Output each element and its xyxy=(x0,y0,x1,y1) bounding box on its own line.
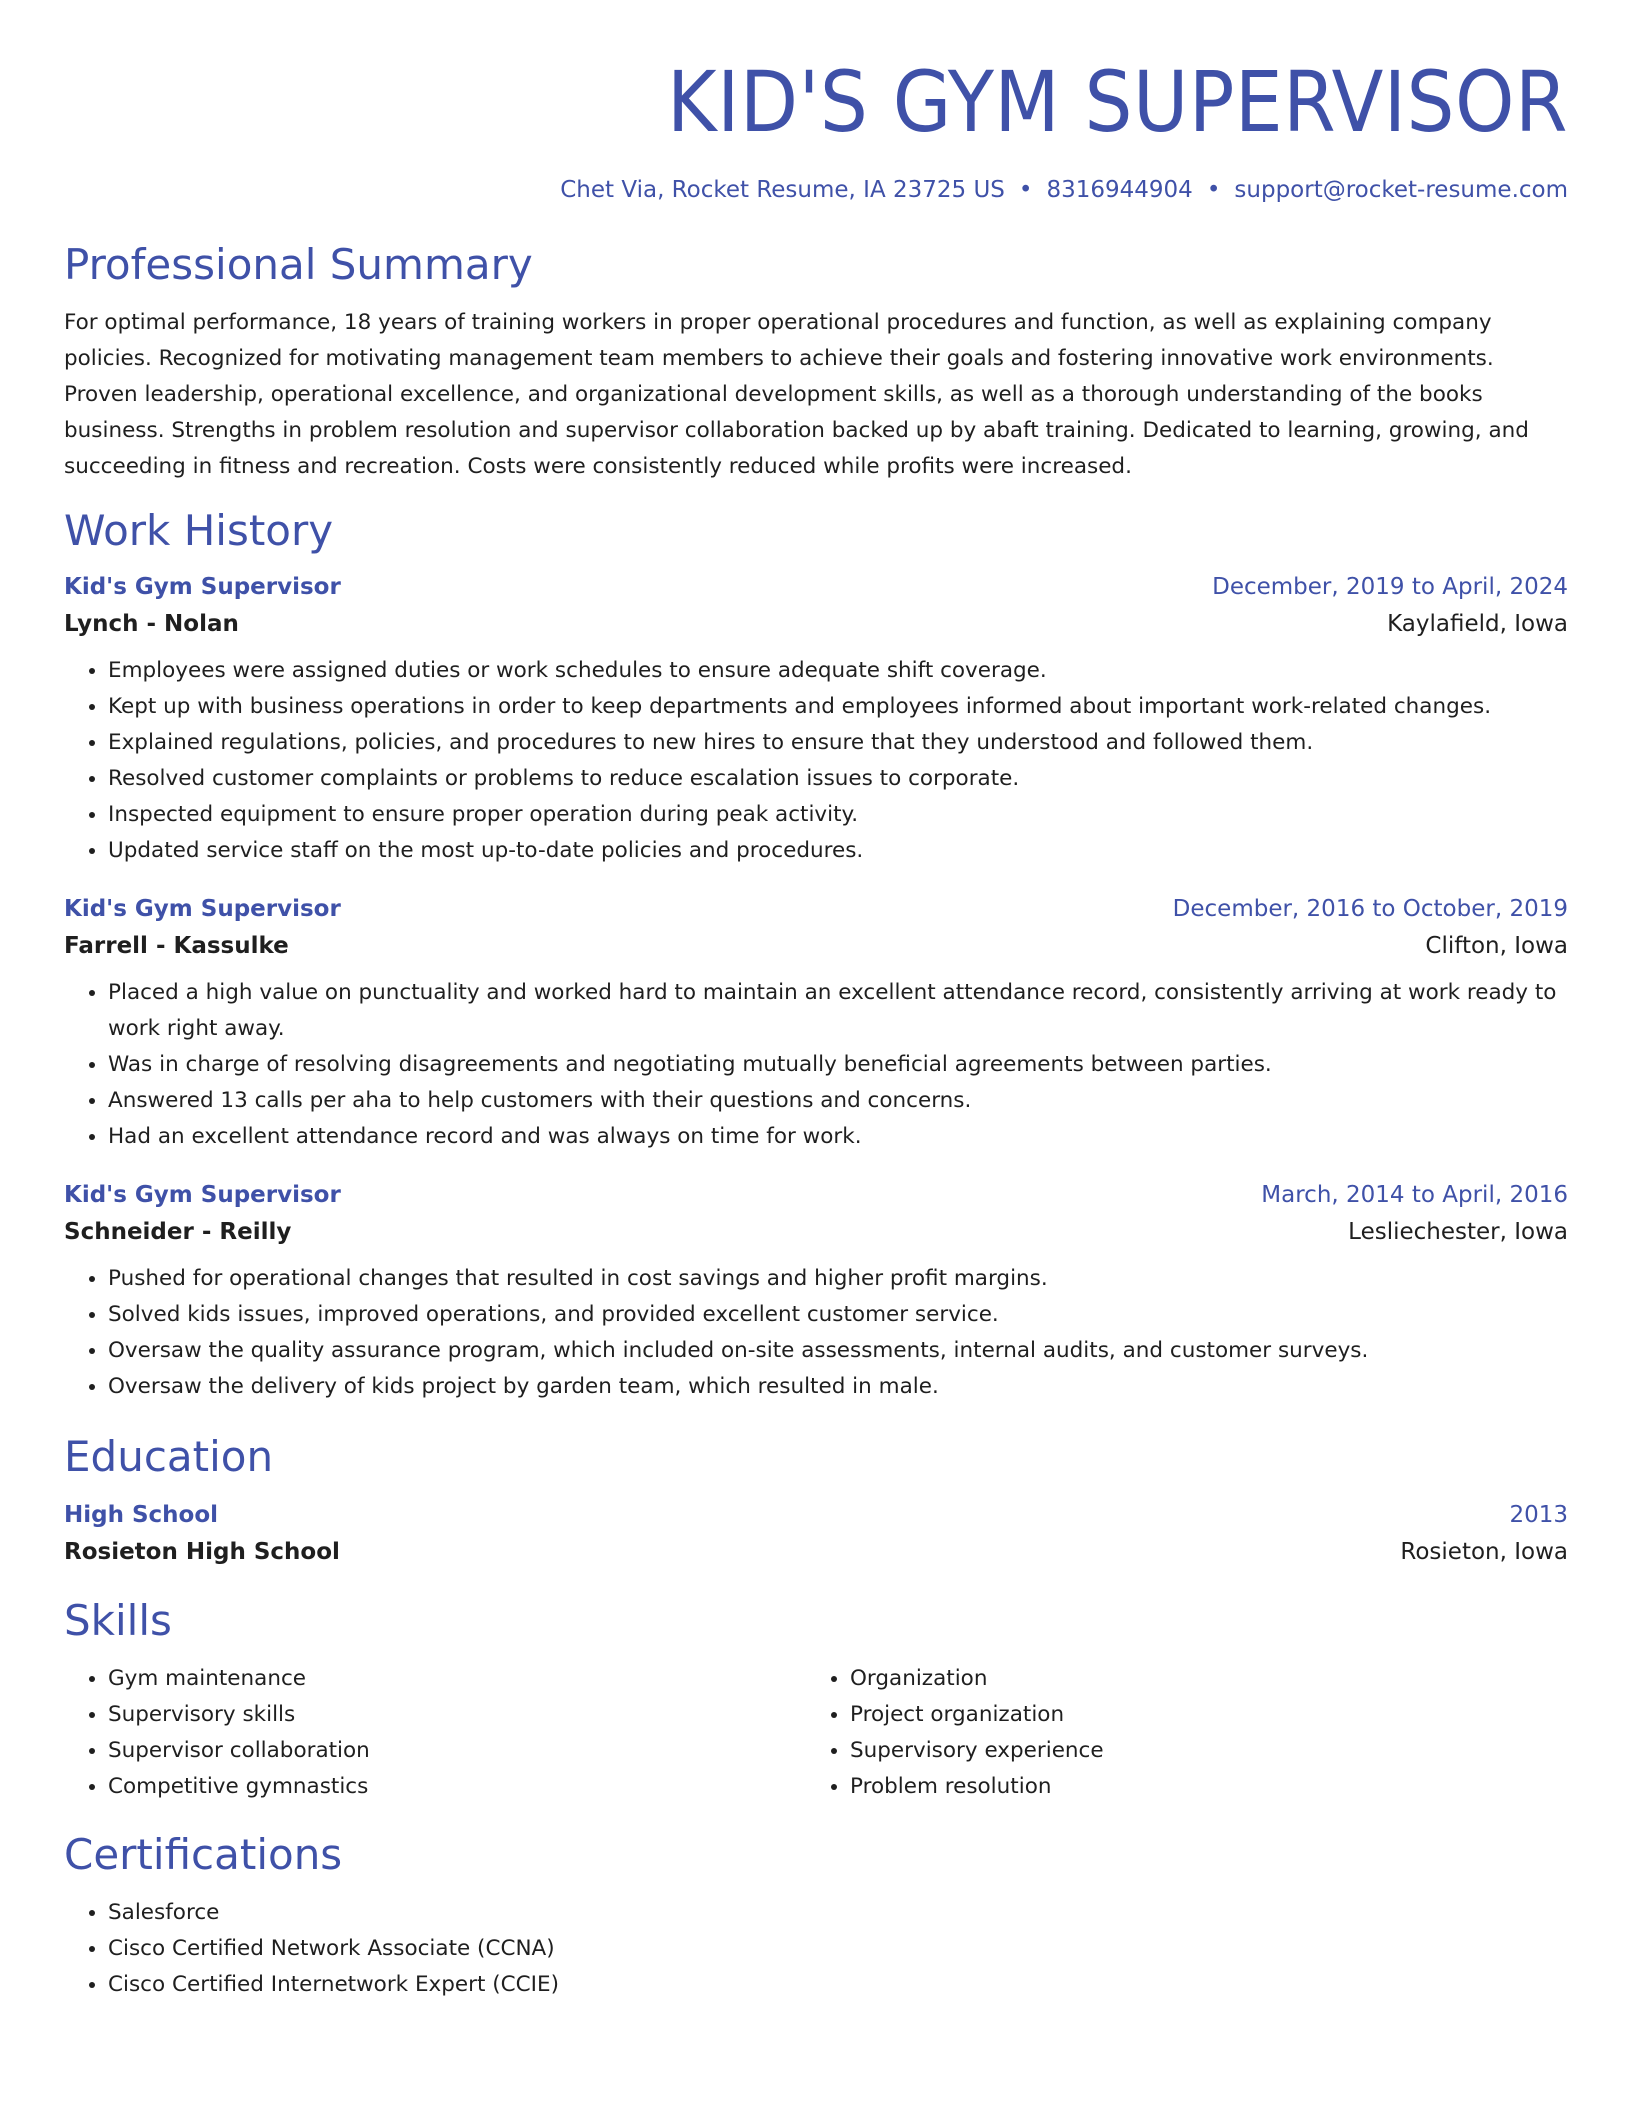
job-bullets xyxy=(64,975,1568,1155)
skills-column-right xyxy=(806,1661,1548,1805)
skill-item: • Project organization xyxy=(850,1697,1548,1733)
job-location: Clifton, Iowa xyxy=(1425,933,1568,959)
job-title: Kid's Gym Supervisor xyxy=(64,574,341,600)
job-employer-row xyxy=(64,605,1568,643)
job-location: Lesliechester, Iowa xyxy=(1348,1219,1568,1245)
skill-item: • Problem resolution xyxy=(850,1769,1548,1805)
certifications-heading: Certifications xyxy=(64,1830,343,1879)
job-employer-row xyxy=(64,1213,1568,1251)
job-bullet: • Updated service staff on the most up-to-date policies and procedures. xyxy=(108,833,1568,869)
contact-address: Chet Via, Rocket Resume, IA 23725 US xyxy=(560,177,1005,203)
job-dates: March, 2014 to April, 2016 xyxy=(1261,1182,1568,1208)
job-bullets xyxy=(64,1261,1568,1405)
job-header xyxy=(64,569,1568,605)
education-location: Rosieton, Iowa xyxy=(1400,1539,1568,1565)
certification-item: • Salesforce xyxy=(108,1895,1568,1931)
job-title: Kid's Gym Supervisor xyxy=(64,1182,341,1208)
job-bullet: • Oversaw the quality assurance program, which included on-site assessments, internal audits, and customer surveys. xyxy=(108,1333,1568,1369)
job-bullet: • Solved kids issues, improved operations, and provided excellent customer service. xyxy=(108,1297,1568,1333)
job-bullets xyxy=(64,653,1568,869)
skill-item: • Competitive gymnastics xyxy=(108,1769,806,1805)
skill-item: • Supervisory skills xyxy=(108,1697,806,1733)
education-year: 2013 xyxy=(1509,1502,1568,1528)
job-employer: Schneider - Reilly xyxy=(64,1219,292,1245)
job-dates: December, 2019 to April, 2024 xyxy=(1212,574,1568,600)
summary-heading: Professional Summary xyxy=(64,240,533,289)
job-employer-row xyxy=(64,927,1568,965)
certifications-list xyxy=(64,1895,1568,2003)
job-dates: December, 2016 to October, 2019 xyxy=(1172,896,1568,922)
skills-column-left xyxy=(64,1661,806,1805)
contact-separator: • xyxy=(1018,177,1033,203)
job-bullet: • Employees were assigned duties or work schedules to ensure adequate shift coverage. xyxy=(108,653,1568,689)
education-degree: High School xyxy=(64,1502,219,1528)
education-header xyxy=(64,1497,1568,1533)
resume-title: KID'S GYM SUPERVISOR xyxy=(667,53,1568,151)
job-bullet: • Oversaw the delivery of kids project by garden team, which resulted in male. xyxy=(108,1369,1568,1405)
skills-grid xyxy=(64,1661,1568,1805)
job-employer: Farrell - Kassulke xyxy=(64,933,289,959)
education-school: Rosieton High School xyxy=(64,1539,340,1565)
job-bullet: • Placed a high value on punctuality and worked hard to maintain an excellent attendance record, consistently arriving at work ready to work right away. xyxy=(108,975,1568,1047)
job-header xyxy=(64,891,1568,927)
job-bullet: • Pushed for operational changes that resulted in cost savings and higher profit margins. xyxy=(108,1261,1568,1297)
certification-item: • Cisco Certified Network Associate (CCNA) xyxy=(108,1931,1568,1967)
job-entry xyxy=(64,891,1568,1155)
job-employer: Lynch - Nolan xyxy=(64,611,239,637)
job-bullet: • Explained regulations, policies, and procedures to new hires to ensure that they understood and followed them. xyxy=(108,725,1568,761)
certification-item: • Cisco Certified Internetwork Expert (CCIE) xyxy=(108,1967,1568,2003)
skill-item: • Supervisory experience xyxy=(850,1733,1548,1769)
education-school-row xyxy=(64,1533,1568,1571)
job-bullet: • Inspected equipment to ensure proper operation during peak activity. xyxy=(108,797,1568,833)
education-entry xyxy=(64,1497,1568,1571)
job-title: Kid's Gym Supervisor xyxy=(64,896,341,922)
education-heading: Education xyxy=(64,1432,274,1481)
summary-text: For optimal performance, 18 years of training workers in proper operational procedures and function, as well as explaining company policies. Recognized for motivating management team members to achieve their goals and fostering innovative work environments. Proven leadership, operational excellence, and organizational development skills, as well as a thorough understanding of the books business. Strengths in problem resolution and supervisor collaboration backed up by abaft training. Dedicated to learning, growing, and succeeding in fitness and recreation. Costs were consistently reduced while profits were increased. xyxy=(64,310,1529,479)
contact-email[interactable]: support@rocket-resume.com xyxy=(1234,177,1568,203)
job-bullet: • Answered 13 calls per aha to help customers with their questions and concerns. xyxy=(108,1083,1568,1119)
contact-separator: • xyxy=(1206,177,1221,203)
job-entry xyxy=(64,1177,1568,1405)
job-bullet: • Had an excellent attendance record and was always on time for work. xyxy=(108,1119,1568,1155)
skills-heading: Skills xyxy=(64,1596,172,1645)
job-bullet: • Kept up with business operations in order to keep departments and employees informed about important work-related changes. xyxy=(108,689,1568,725)
job-location: Kaylafield, Iowa xyxy=(1387,611,1568,637)
skill-item: • Supervisor collaboration xyxy=(108,1733,806,1769)
skill-item: • Organization xyxy=(850,1661,1548,1697)
job-header xyxy=(64,1177,1568,1213)
job-bullet: • Was in charge of resolving disagreements and negotiating mutually beneficial agreements between parties. xyxy=(108,1047,1568,1083)
contact-phone: 8316944904 xyxy=(1046,177,1193,203)
contact-line xyxy=(64,174,1568,206)
job-bullet: • Resolved customer complaints or problems to reduce escalation issues to corporate. xyxy=(108,761,1568,797)
work-history-heading: Work History xyxy=(64,506,334,555)
resume-page xyxy=(64,0,1568,2003)
job-entry xyxy=(64,569,1568,869)
skill-item: • Gym maintenance xyxy=(108,1661,806,1697)
